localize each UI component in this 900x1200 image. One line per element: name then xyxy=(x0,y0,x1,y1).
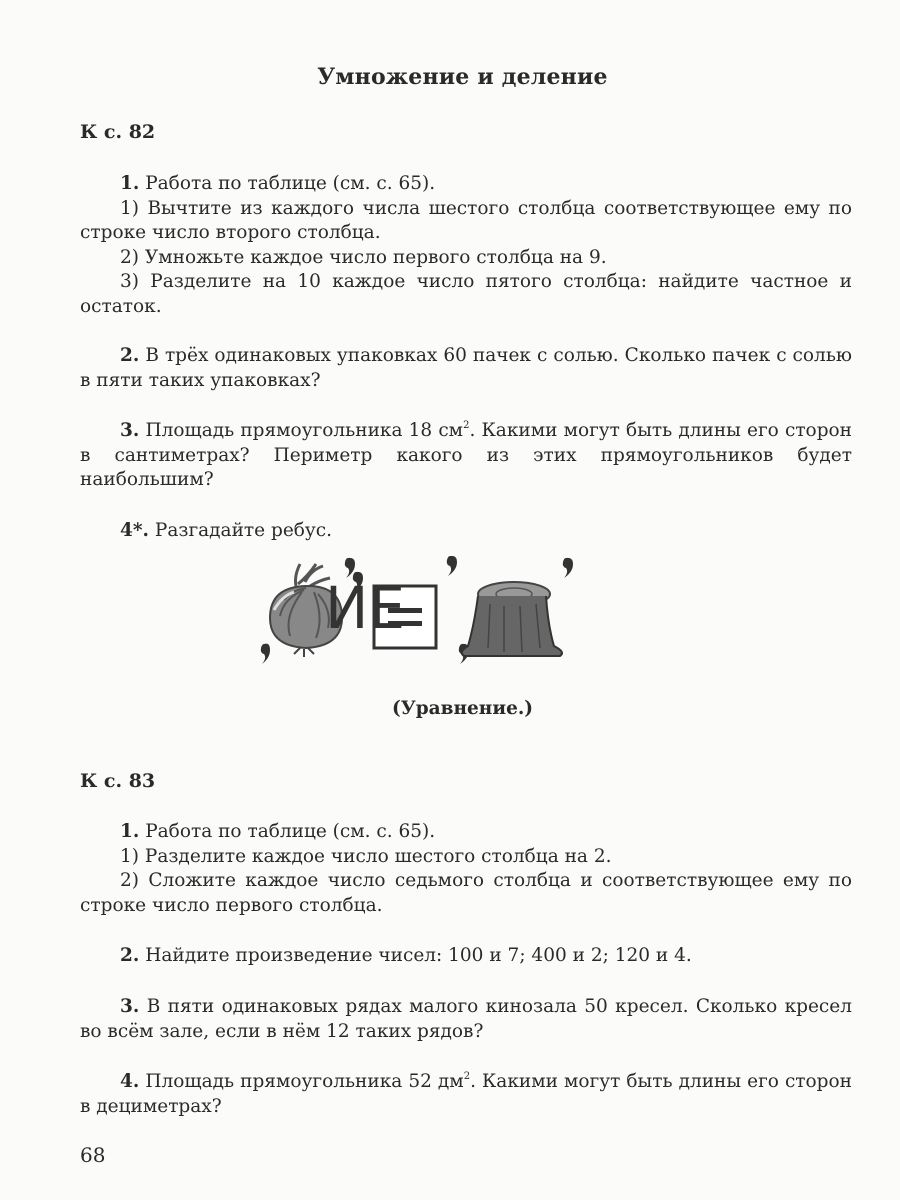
task-83-2 xyxy=(80,944,852,969)
section-heading-p82: К с. 82 xyxy=(80,121,156,143)
task-number: 2. xyxy=(120,345,140,366)
task-text: Площадь прямоугольника 18 см xyxy=(139,420,464,441)
subtask: 3) Разделите на 10 каждое число пятого столбца: найдите частное и остаток. xyxy=(80,271,852,317)
task-number: 1. xyxy=(120,173,140,194)
task-number: 1. xyxy=(120,821,140,842)
subtask: 2) Сложите каждое число седьмого столбца и соответствующее ему по строке число первого столбца. xyxy=(80,870,852,916)
task-number: 3. xyxy=(120,420,140,441)
task-number: 4. xyxy=(120,1071,140,1092)
task-text: . Какими могут быть длины его сторон в дециметрах? xyxy=(80,1071,852,1117)
page-title: Умножение и деление xyxy=(317,64,608,90)
subtask: 2) Умножьте каждое число первого столбца на 9. xyxy=(120,246,607,268)
task-text: . Какими могут быть длины его сторон в сантиметрах? Периметр какого из этих прямоугольников будет наибольшим? xyxy=(80,420,853,490)
task-text: Работа по таблице (см. с. 65). xyxy=(139,173,436,194)
task-number: 3. xyxy=(120,996,140,1017)
task-82-1 xyxy=(80,172,852,319)
rebus-answer: (Уравнение.) xyxy=(391,698,534,719)
rebus-picture xyxy=(250,556,680,686)
task-82-3 xyxy=(80,419,852,493)
comma-mark xyxy=(261,644,270,664)
superscript: 2 xyxy=(463,1071,471,1082)
task-text: Разгадайте ребус. xyxy=(149,520,333,541)
task-text: Площадь прямоугольника 52 дм xyxy=(139,1071,464,1092)
subtask: 1) Разделите каждое число шестого столбца на 2. xyxy=(120,845,612,867)
page-number: 68 xyxy=(80,1143,106,1167)
task-text: В трёх одинаковых упаковках 60 пачек с солью. Сколько пачек с солью в пяти таких упаковках? xyxy=(80,345,852,391)
stump-icon xyxy=(462,582,562,656)
subtask: 1) Вычтите из каждого числа шестого столбца соответствующее ему по строке число второго столбца. xyxy=(80,197,852,243)
rebus-suffix: ИЕ xyxy=(325,574,406,642)
task-83-1 xyxy=(80,820,852,918)
comma-mark xyxy=(563,558,573,578)
task-text: В пяти одинаковых рядах малого кинозала 50 кресел. Сколько кресел во всём зале, если в нём 12 таких рядов? xyxy=(80,996,852,1042)
superscript: 2 xyxy=(463,420,470,431)
task-number: 4*. xyxy=(120,520,149,541)
comma-mark xyxy=(447,556,457,576)
task-83-4 xyxy=(80,1070,852,1119)
task-text: Работа по таблице (см. с. 65). xyxy=(139,821,436,842)
task-82-4 xyxy=(80,519,852,544)
task-82-2 xyxy=(80,344,852,393)
task-text: Найдите произведение чисел: 100 и 7; 400 и 2; 120 и 4. xyxy=(139,945,692,966)
task-83-3 xyxy=(80,995,852,1044)
task-number: 2. xyxy=(120,945,140,966)
section-heading-p83: К с. 83 xyxy=(80,770,156,792)
